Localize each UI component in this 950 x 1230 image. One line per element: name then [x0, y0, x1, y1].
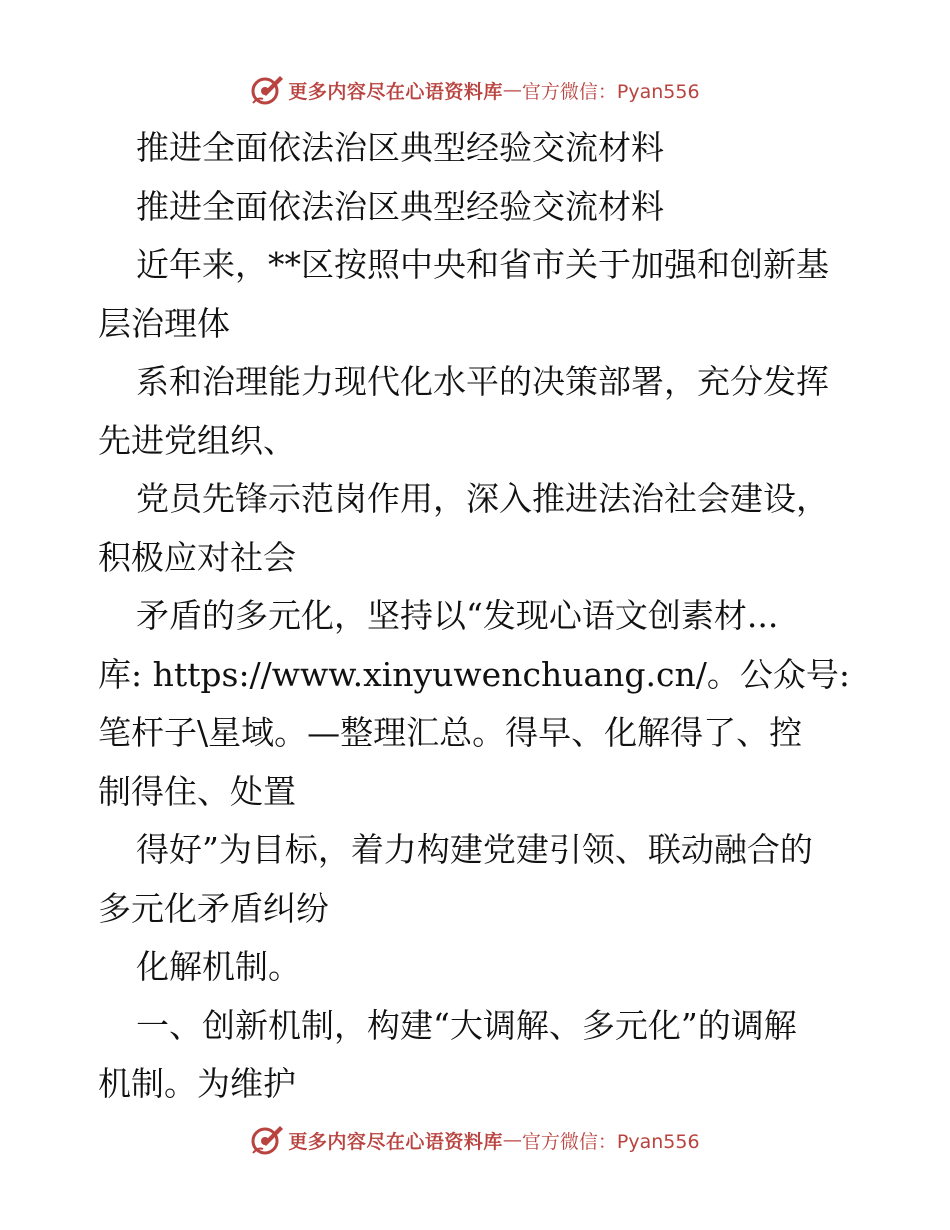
banner-separator: —	[502, 79, 522, 101]
banner-text: 更多内容尽在心语资料库	[288, 1130, 503, 1153]
document-body	[98, 119, 858, 1114]
header-banner	[0, 70, 950, 110]
footer-banner	[0, 1120, 950, 1160]
text-line: 多元化矛盾纠纷	[98, 888, 329, 928]
banner-wechat: 官方微信：Pyan556	[521, 1130, 700, 1153]
text-line: 党员先锋示范岗作用，深入推进法治社会建设，	[136, 479, 829, 518]
text-line: 先进党组织、	[98, 420, 296, 460]
banner-separator: —	[502, 1129, 522, 1151]
text-line: 近年来，**区按照中央和省市关于加强和创新基	[136, 245, 829, 284]
text-line: 矛盾的多元化，坚持以“发现心语文创素材...	[136, 596, 779, 635]
pen-logo-icon	[250, 73, 284, 107]
text-line: 推进全面依法治区典型经验交流材料	[136, 128, 664, 167]
text-line: 一、创新机制，构建“大调解、多元化”的调解	[136, 1005, 797, 1045]
pen-logo-icon	[250, 1123, 284, 1157]
banner-text: 更多内容尽在心语资料库	[288, 80, 503, 103]
text-line: 系和治理能力现代化水平的决策部署，充分发挥	[136, 362, 829, 401]
text-line: 笔杆子\星域。—整理汇总。得早、化解得了、控	[98, 713, 803, 752]
text-line: 机制。为维护	[98, 1064, 296, 1103]
text-line: 化解机制。	[136, 947, 301, 986]
text-line: 层治理体	[98, 303, 230, 343]
banner-wechat: 官方微信：Pyan556	[521, 80, 700, 103]
text-line: 制得住、处置	[98, 771, 296, 811]
text-line: 积极应对社会	[98, 537, 296, 577]
text-line: 推进全面依法治区典型经验交流材料	[136, 186, 664, 226]
text-line: 得好”为目标，着力构建党建引领、联动融合的	[136, 830, 813, 869]
text-line: 库: https://www.xinyuwenchuang.cn/。公众号:	[98, 654, 850, 694]
